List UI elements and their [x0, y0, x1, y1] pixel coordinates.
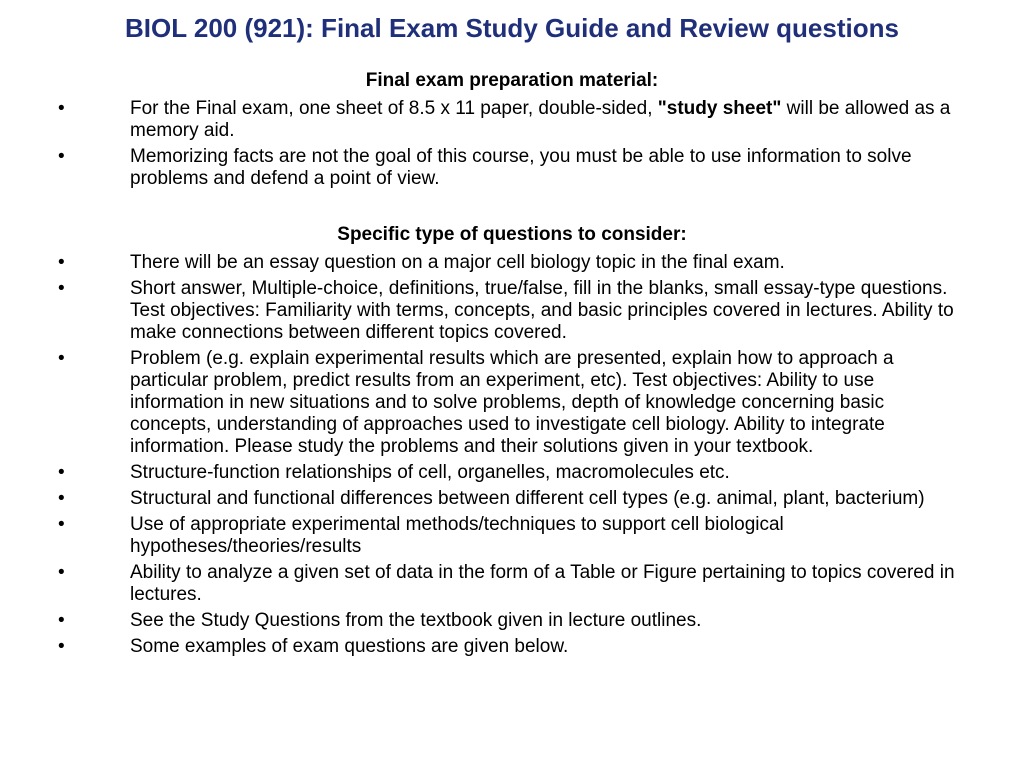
list-item: • Some examples of exam questions are given below. — [58, 636, 569, 657]
bullet-icon: • — [58, 610, 65, 631]
list-item: • For the Final exam, one sheet of 8.5 x 11 paper, double-sided, "study sheet" will be allowed as a memory aid. — [58, 98, 951, 141]
section-heading-question-types: Specific type of questions to consider: — [337, 224, 687, 245]
list-item: • Use of appropriate experimental methods/techniques to support cell biological hypotheses/theories/results — [58, 514, 784, 557]
list-item: • Ability to analyze a given set of data in the form of a Table or Figure pertaining to topics covered in lectures. — [58, 562, 955, 605]
list-item: • Problem (e.g. explain experimental results which are presented, explain how to approach a particular problem, predict results from an experiment, etc). Test objectives: Ability to use information in new situations and to solve problems, depth of knowledge concerning basic concepts, understanding of approaches used to investigate cell biology. Ability to integrate information. Please study the problems and their solutions given in your textbook. — [58, 348, 894, 457]
preparation-list — [0, 98, 1024, 194]
list-item: • There will be an essay question on a major cell biology topic in the final exam. — [58, 252, 785, 273]
list-item: • See the Study Questions from the textbook given in lecture outlines. — [58, 610, 702, 631]
section-heading-preparation: Final exam preparation material: — [365, 70, 659, 91]
bullet-icon: • — [58, 146, 65, 167]
list-item: • Structural and functional differences between different cell types (e.g. animal, plant, bacterium) — [58, 488, 925, 509]
question-types-list — [0, 252, 1024, 662]
bullet-icon: • — [58, 562, 65, 583]
list-item: • Structure-function relationships of cell, organelles, macromolecules etc. — [58, 462, 730, 483]
bullet-icon: • — [58, 252, 65, 273]
bullet-icon: • — [58, 462, 65, 483]
list-item: • Short answer, Multiple-choice, definitions, true/false, fill in the blanks, small essay-type questions. Test objectives: Familiarity with terms, concepts, and basic principles covered in lectures. Ability to make connections between different topics covered. — [58, 278, 954, 343]
bullet-icon: • — [58, 98, 65, 119]
page-title: BIOL 200 (921): Final Exam Study Guide and Review questions — [125, 13, 899, 43]
bullet-icon: • — [58, 488, 65, 509]
bullet-icon: • — [58, 514, 65, 535]
list-item: • Memorizing facts are not the goal of this course, you must be able to use information to solve problems and defend a point of view. — [58, 146, 912, 189]
bullet-icon: • — [58, 348, 65, 369]
bullet-icon: • — [58, 636, 65, 657]
bullet-icon: • — [58, 278, 65, 299]
